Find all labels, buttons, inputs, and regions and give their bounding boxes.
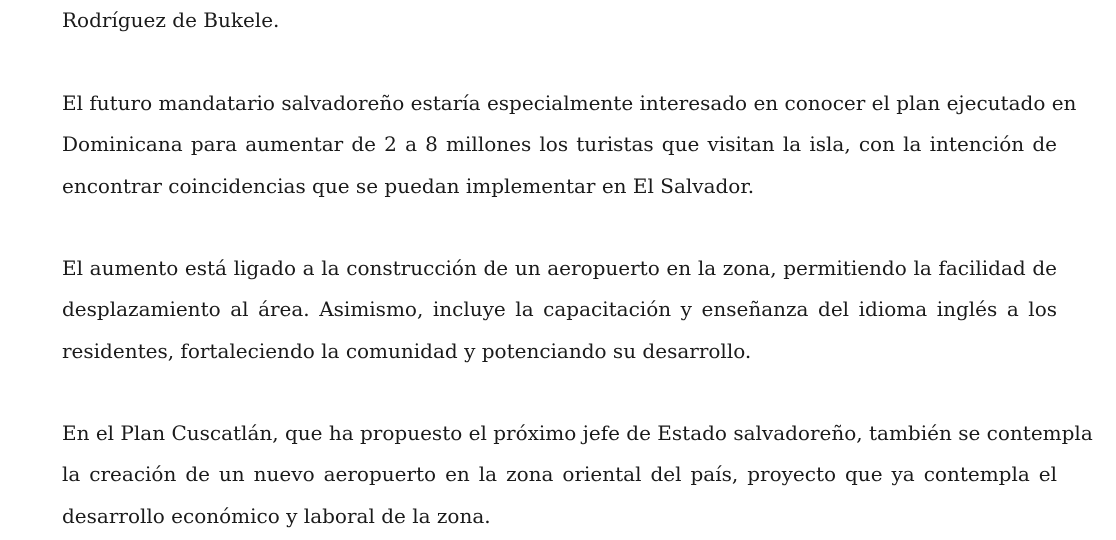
paragraph-2-line-1: El futuro mandatario salvadoreño estaría especialmente interesado en conocer el plan ejecutado en [62,91,1077,115]
paragraph-1-line-1: Rodríguez de Bukele. [62,8,280,32]
paragraph-2-line-3: encontrar coincidencias que se puedan implementar en El Salvador. [62,174,755,198]
paragraph-2-line-2: Dominicana para aumentar de 2 a 8 millones los turistas que visitan la isla, con la intención de [62,132,1057,156]
paragraph-3-line-3: residentes, fortaleciendo la comunidad y potenciando su desarrollo. [62,339,752,363]
paragraph-3-line-1: El aumento está ligado a la construcción de un aeropuerto en la zona, permitiendo la facilidad de [62,256,1057,280]
paragraph-3-line-2: desplazamiento al área. Asimismo, incluye la capacitación y enseñanza del idioma inglés a los [62,297,1057,321]
paragraph-4-line-2: la creación de un nuevo aeropuerto en la zona oriental del país, proyecto que ya contempla el [62,462,1057,486]
paragraph-4-line-3: desarrollo económico y laboral de la zona. [62,504,491,528]
paragraph-4-line-1: En el Plan Cuscatlán, que ha propuesto el próximo jefe de Estado salvadoreño, también se contempla [62,421,1093,445]
